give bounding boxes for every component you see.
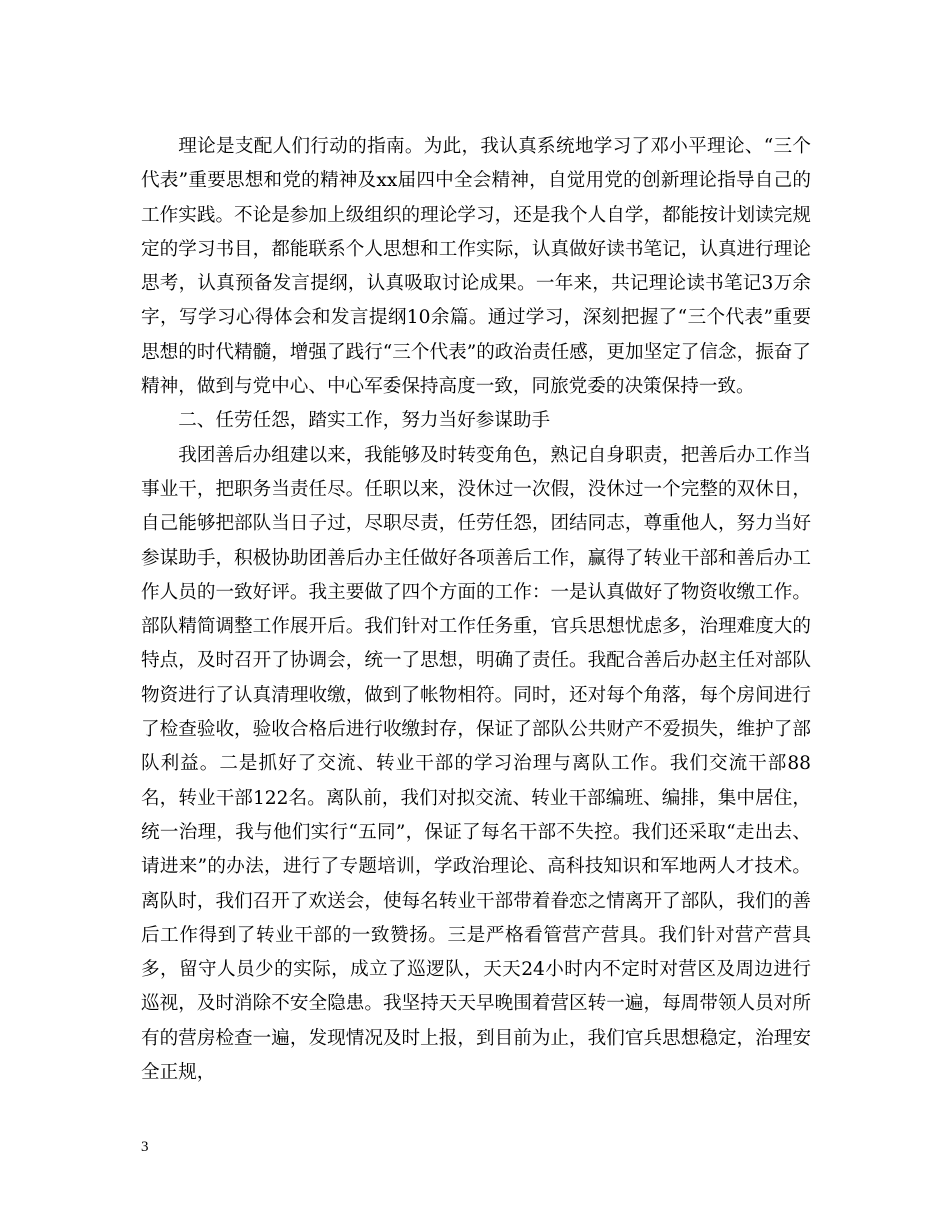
page-number: 3 [141,1139,149,1155]
paragraph-theory-study: 理论是支配人们行动的指南。为此，我认真系统地学习了邓小平理论、“三个代表”重要思想和党的精神及xx届四中全会精神，自觉用党的创新理论指导自己的工作实践。不论是参加上级组织的理论学习，还是我个人自学，都能按计划读完规定的学习书目，都能联系个人思想和工作实际，认真做好读书笔记，认真进行理论思考，认真预备发言提纲，认真吸取讨论成果。一年来，共记理论读书笔记3万余字，写学习心得体会和发言提纲10余篇。通过学习，深刻把握了“三个代表”重要思想的时代精髓，增强了践行“三个代表”的政治责任感，更加坚定了信念，振奋了精神，做到与党中心、中心军委保持高度一致，同旅党委的决策保持一致。 [141,136,811,398]
section-heading-2: 二、任劳任怨，踏实工作，努力当好参谋助手 [178,410,551,432]
paragraph-aftercare-work: 我团善后办组建以来，我能够及时转变角色，熟记自身职责，把善后办工作当事业干，把职务当责任尽。任职以来，没休过一次假，没休过一个完整的双休日，自己能够把部队当日子过，尽职尽责，任劳任怨，团结同志，尊重他人，努力当好参谋助手，积极协助团善后办主任做好各项善后工作，赢得了转业干部和善后办工作人员的一致好评。我主要做了四个方面的工作：一是认真做好了物资收缴工作。部队精简调整工作展开后。我们针对工作任务重，官兵思想忧虑多，治理难度大的特点，及时召开了协调会，统一了思想，明确了责任。我配合善后办赵主任对部队物资进行了认真清理收缴，做到了帐物相符。同时，还对每个角落，每个房间进行了检查验收，验收合格后进行收缴封存，保证了部队公共财产不爱损失，维护了部队利益。二是抓好了交流、转业干部的学习治理与离队工作。我们交流干部88名，转业干部122名。离队前，我们对拟交流、转业干部编班、编排，集中居住，统一治理，我与他们实行“五同”，保证了每名干部不失控。我们还采取“走出去、请进来”的办法，进行了专题培训，学政治理论、高科技知识和军地两人才技术。离队时，我们召开了欢送会，使每名转业干部带着眷恋之情离开了部队，我们的善后工作得到了转业干部的一致赞扬。三是严格看管营产营具。我们针对营产营具多，留守人员少的实际，成立了巡逻队，天天24小时内不定时对营区及周边进行巡视，及时消除不安全隐患。我坚持天天早晚围着营区转一遍，每周带领人员对所有的营房检查一遍，发现情况及时上报，到目前为止，我们官兵思想稳定，治理安全正规， [141,444,811,1084]
document-body [141,130,811,1090]
